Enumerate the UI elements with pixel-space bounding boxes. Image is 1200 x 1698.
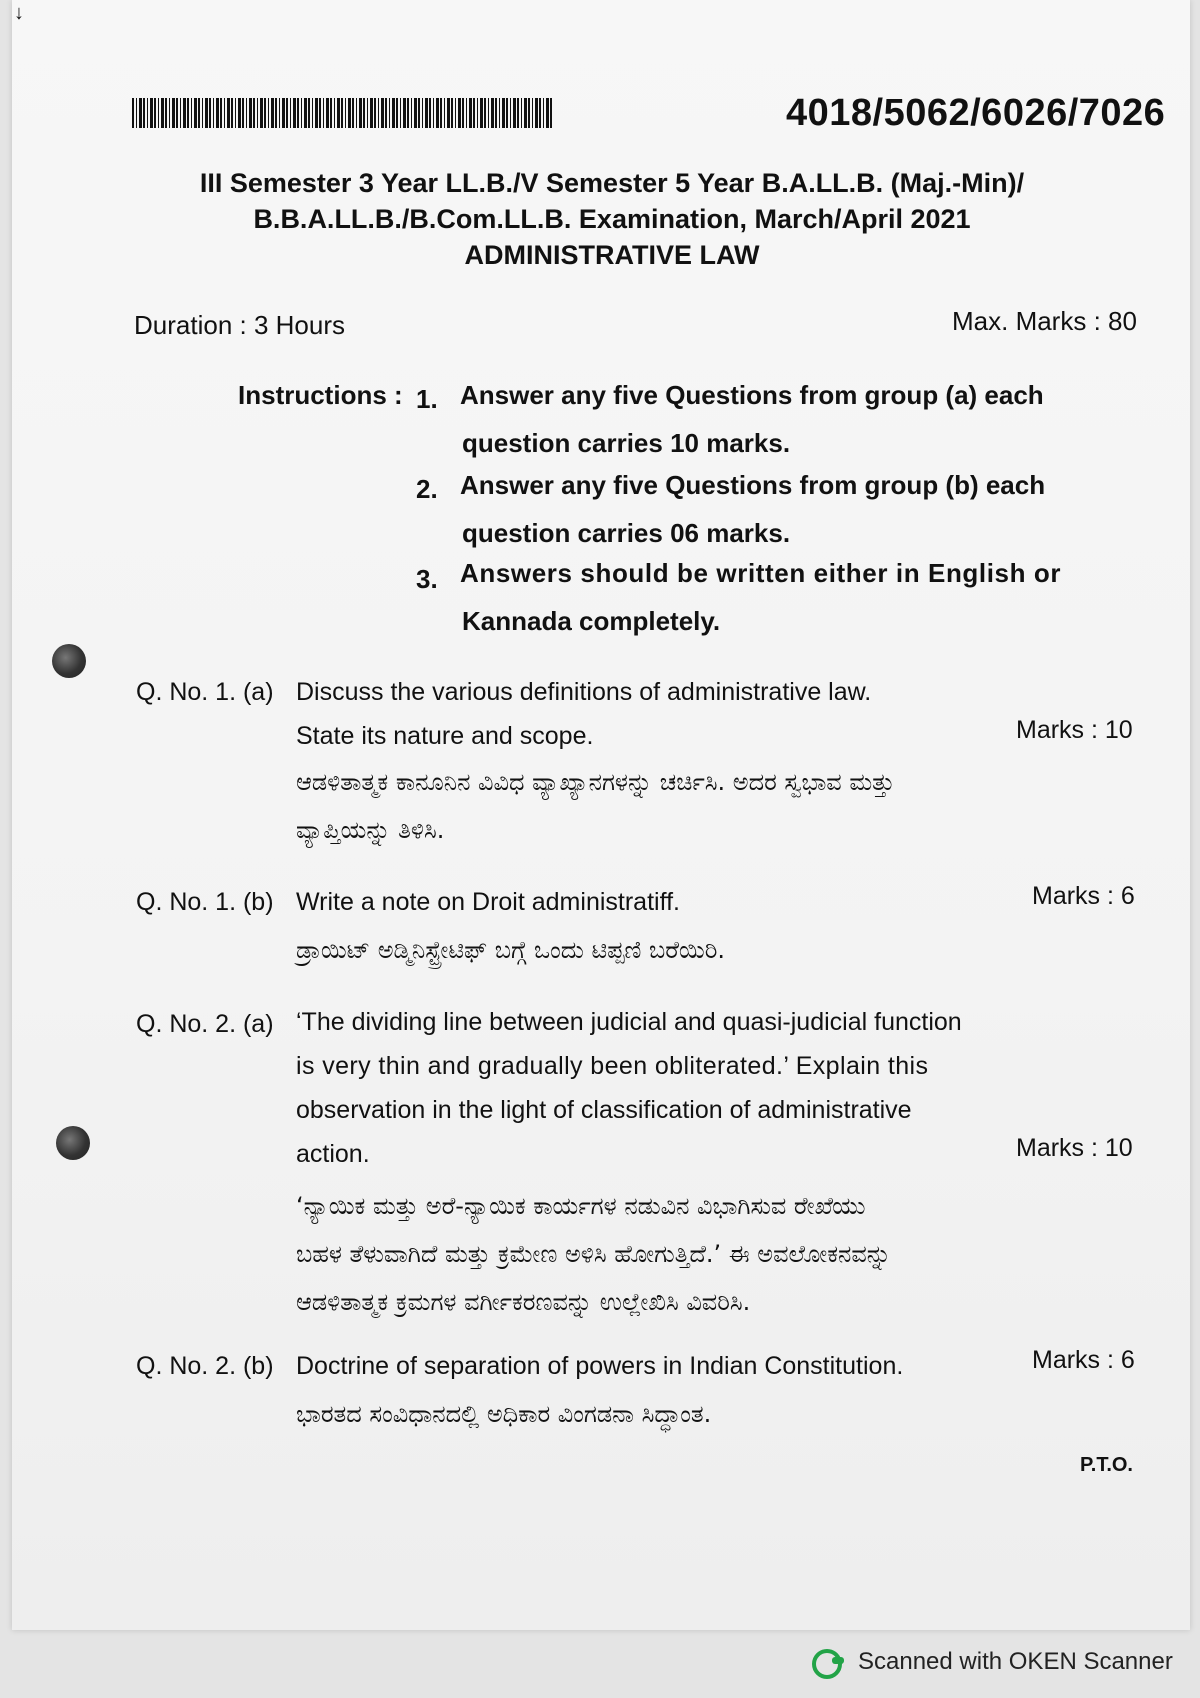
instructions-label: Instructions : bbox=[238, 380, 403, 410]
question-text: State its nature and scope. bbox=[296, 722, 594, 750]
question-kannada: ಆಡಳಿತಾತ್ಮಕ ಕ್ರಮಗಳ ವರ್ಗೀಕರಣವನ್ನು ಉಲ್ಲೇಖಿಸಿ ವಿವರಿಸಿ. bbox=[296, 1288, 751, 1316]
question-text: ‘The dividing line between judicial and quasi-judicial function bbox=[296, 1008, 962, 1036]
question-marks: Marks : 6 bbox=[1032, 882, 1135, 910]
exam-paper bbox=[12, 0, 1190, 1630]
question-text: Doctrine of separation of powers in Indian Constitution. bbox=[296, 1352, 904, 1380]
instruction-text: question carries 06 marks. bbox=[462, 518, 791, 548]
instruction-number: 2. bbox=[416, 474, 438, 504]
exam-title-line-1: III Semester 3 Year LL.B./V Semester 5 Year B.A.LL.B. (Maj.-Min)/ bbox=[199, 168, 1025, 198]
question-text: Discuss the various definitions of administrative law. bbox=[296, 678, 872, 706]
duration: Duration : 3 Hours bbox=[134, 310, 345, 340]
instruction-text: Answers should be written either in English or bbox=[460, 558, 1062, 588]
instruction-text: Answer any five Questions from group (b) each bbox=[460, 470, 1046, 500]
question-label: Q. No. 1. (a) bbox=[136, 678, 274, 706]
instruction-number: 3. bbox=[416, 564, 438, 594]
max-marks: Max. Marks : 80 bbox=[952, 306, 1137, 336]
instruction-number: 1. bbox=[416, 384, 438, 414]
question-text: action. bbox=[296, 1140, 370, 1168]
barcode bbox=[132, 98, 552, 128]
question-kannada: ‘ನ್ಯಾಯಿಕ ಮತ್ತು ಅರೆ-ನ್ಯಾಯಿಕ ಕಾರ್ಯಗಳ ನಡುವಿನ ವಿಭಾಗಿಸುವ ರೇಖೆಯು bbox=[296, 1192, 866, 1220]
question-kannada: ಡ್ರಾಯಿಟ್ ಅಡ್ಮಿನಿಸ್ಟ್ರೇಟಿಫ್ ಬಗ್ಗೆ ಒಂದು ಟಿಪ್ಪಣಿ ಬರೆಯಿರಿ. bbox=[296, 936, 726, 964]
corner-mark: ↓ bbox=[14, 2, 24, 24]
question-kannada: ಭಾರತದ ಸಂವಿಧಾನದಲ್ಲಿ ಅಧಿಕಾರ ವಿಂಗಡನಾ ಸಿದ್ಧಾಂತ. bbox=[296, 1400, 712, 1428]
question-label: Q. No. 1. (b) bbox=[136, 888, 274, 916]
question-text: is very thin and gradually been obliterated.’ Explain this bbox=[296, 1052, 929, 1080]
punch-hole bbox=[56, 1126, 90, 1160]
instruction-text: Answer any five Questions from group (a) each bbox=[460, 380, 1044, 410]
question-label: Q. No. 2. (a) bbox=[136, 1010, 274, 1038]
question-kannada: ಬಹಳ ತೆಳುವಾಗಿದೆ ಮತ್ತು ಕ್ರಮೇಣ ಅಳಿಸಿ ಹೋಗುತ್ತಿದೆ.’ ಈ ಅವಲೋಕನವನ್ನು bbox=[296, 1240, 891, 1268]
question-text: Write a note on Droit administratiff. bbox=[296, 888, 680, 916]
question-marks: Marks : 10 bbox=[1016, 1134, 1133, 1162]
paper-code: 4018/5062/6026/7026 bbox=[786, 92, 1166, 134]
instruction-text: Kannada completely. bbox=[462, 606, 721, 636]
oken-scanner-logo-icon bbox=[810, 1648, 846, 1676]
question-marks: Marks : 6 bbox=[1032, 1346, 1135, 1374]
exam-title-line-2: B.B.A.LL.B./B.Com.LL.B. Examination, March/April 2021 bbox=[253, 204, 971, 234]
punch-hole bbox=[52, 644, 86, 678]
scanner-text: Scanned with OKEN Scanner bbox=[858, 1648, 1173, 1675]
question-kannada: ಆಡಳಿತಾತ್ಮಕ ಕಾನೂನಿನ ವಿವಿಧ ವ್ಯಾಖ್ಯಾನಗಳನ್ನು ಚರ್ಚಿಸಿ. ಅದರ ಸ್ವಭಾವ ಮತ್ತು bbox=[296, 768, 895, 796]
question-label: Q. No. 2. (b) bbox=[136, 1352, 274, 1380]
question-kannada: ವ್ಯಾಪ್ತಿಯನ್ನು ತಿಳಿಸಿ. bbox=[296, 816, 445, 844]
question-marks: Marks : 10 bbox=[1016, 716, 1133, 744]
instruction-text: question carries 10 marks. bbox=[462, 428, 791, 458]
scanner-watermark bbox=[810, 1648, 1173, 1676]
please-turn-over: P.T.O. bbox=[1080, 1454, 1133, 1476]
question-text: observation in the light of classification of administrative bbox=[296, 1096, 912, 1124]
subject-title: ADMINISTRATIVE LAW bbox=[464, 240, 760, 270]
